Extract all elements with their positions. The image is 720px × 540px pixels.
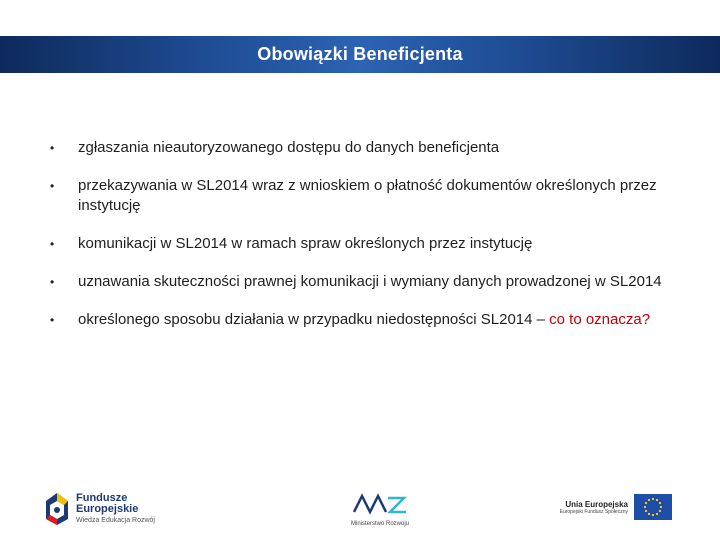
ministry-emblem-icon (350, 490, 410, 518)
footer-logos (0, 482, 720, 532)
bullet-dot-icon: • (50, 179, 55, 193)
ministry-label: Ministerstwo Rozwoju (350, 521, 410, 527)
bullet-text: zgłaszania nieautoryzowanego dostępu do danych beneficjenta (78, 139, 500, 156)
bullet-accent-text: co to oznacza? (549, 311, 651, 328)
bullet-dot-icon: • (50, 275, 55, 289)
ue-subtitle: Europejski Fundusz Społeczny (559, 508, 628, 515)
bullet-item (50, 138, 670, 158)
bullet-item (50, 272, 670, 292)
fe-line-3: Wiedza Edukacja Rozwój (76, 516, 155, 524)
bullet-dot-icon: • (50, 141, 55, 155)
ue-title: Unia Europejska (565, 499, 628, 509)
fe-line-1: Fundusze (76, 491, 128, 504)
bullet-list (50, 138, 670, 348)
bullet-text: przekazywania w SL2014 wraz z wnioskiem o płatność dokumentów określonych przez instytucję (78, 177, 657, 214)
unia-europejska-logo (548, 492, 678, 522)
fundusze-europejskie-logo (44, 488, 214, 530)
fe-line-2: Europejskie (76, 502, 139, 515)
bullet-text: uznawania skuteczności prawnej komunikacji i wymiany danych prowadzonej w SL2014 (78, 273, 662, 290)
eu-flag-icon (634, 494, 672, 520)
slide-title: Obowiązki Beneficjenta (257, 44, 463, 64)
slide-title-bar (0, 36, 720, 73)
ministerstwo-rozwoju-logo (340, 490, 420, 532)
bullet-item (50, 310, 670, 330)
fundusze-europejskie-emblem-icon (44, 491, 70, 527)
bullet-text: określonego sposobu działania w przypadku niedostępności SL2014 – (78, 311, 550, 328)
bullet-dot-icon: • (50, 313, 55, 327)
bullet-dot-icon: • (50, 237, 55, 251)
bullet-item (50, 234, 670, 254)
bullet-text: komunikacji w SL2014 w ramach spraw określonych przez instytucję (78, 235, 533, 252)
bullet-item (50, 176, 670, 216)
